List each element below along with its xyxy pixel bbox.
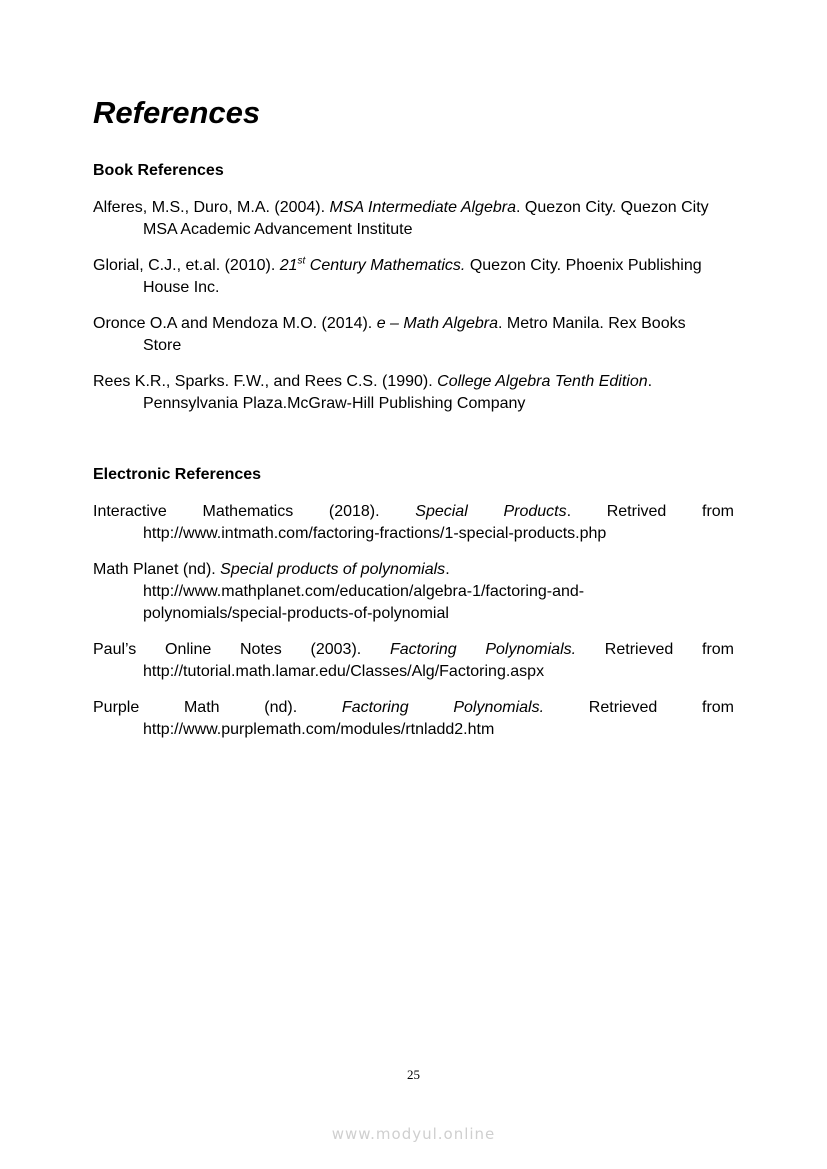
ref-continuation: MSA Academic Advancement Institute [143,221,413,238]
electronic-reference-item [93,501,734,545]
electronic-references-heading: Electronic References [93,466,262,483]
book-references-heading: Book References [93,162,224,179]
ref-publisher: Quezon City. Phoenix Publishing [465,257,702,274]
book-reference-item [93,255,734,299]
ref-author: Paul’s Online Notes (2003). [93,641,390,658]
book-reference-item [93,371,734,415]
ref-publisher: . Quezon City. Quezon City [515,199,709,216]
ref-title [280,257,466,274]
ref-author: Glorial, C.J., et.al. (2010). [93,257,280,274]
ref-title: Factoring Polynomials. [341,699,545,716]
ref-title: e – Math Algebra [376,315,498,332]
ref-publisher: . [647,373,653,390]
ref-title: College Algebra Tenth Edition [437,373,648,390]
ref-continuation: Pennsylvania Plaza.McGraw-Hill Publishing Company [143,395,526,412]
ref-retrieval: Retrieved from [544,699,735,716]
ref-retrieval: . [445,561,450,578]
page-title: References [93,95,261,130]
ref-url-continuation[interactable]: polynomials/special-products-of-polynomial [143,605,449,622]
ref-continuation: House Inc. [143,279,220,296]
ref-url[interactable]: http://www.intmath.com/factoring-fractions/1-special-products.php [143,525,607,542]
ref-author: Rees K.R., Sparks. F.W., and Rees C.S. (1990). [93,373,438,390]
ref-publisher: . Metro Manila. Rex Books [497,315,686,332]
book-reference-item [93,197,734,241]
watermark: www.modyul.online [331,1125,496,1143]
ref-author: Math Planet (nd). [93,561,221,578]
ref-title: Factoring Polynomials. [389,641,577,658]
page-number: 25 [407,1067,420,1082]
ref-title-text: Century Mathematics. [305,257,466,274]
ref-retrieval: Retrieved from [576,641,734,658]
ref-title-number: 21 [279,257,298,274]
ref-url[interactable]: http://www.mathplanet.com/education/algebra-1/factoring-and- [143,583,585,600]
ref-url[interactable]: http://tutorial.math.lamar.edu/Classes/Alg/Factoring.aspx [143,663,545,680]
ref-author: Interactive Mathematics (2018). [93,503,416,520]
ref-title: Special Products [415,503,567,520]
ref-title-superscript: st [297,255,306,267]
ref-author: Oronce O.A and Mendoza M.O. (2014). [93,315,377,332]
electronic-reference-item [93,639,734,683]
ref-title: Special products of polynomials [220,561,446,578]
ref-title: MSA Intermediate Algebra [329,199,516,216]
ref-url[interactable]: http://www.purplemath.com/modules/rtnladd2.htm [143,721,495,738]
book-reference-item [93,313,734,357]
electronic-reference-item [93,697,734,741]
ref-retrieval: . Retrived from [566,503,734,520]
electronic-reference-item [93,559,734,625]
ref-author: Purple Math (nd). [93,699,342,716]
ref-continuation: Store [143,337,182,354]
ref-author: Alferes, M.S., Duro, M.A. (2004). [93,199,330,216]
